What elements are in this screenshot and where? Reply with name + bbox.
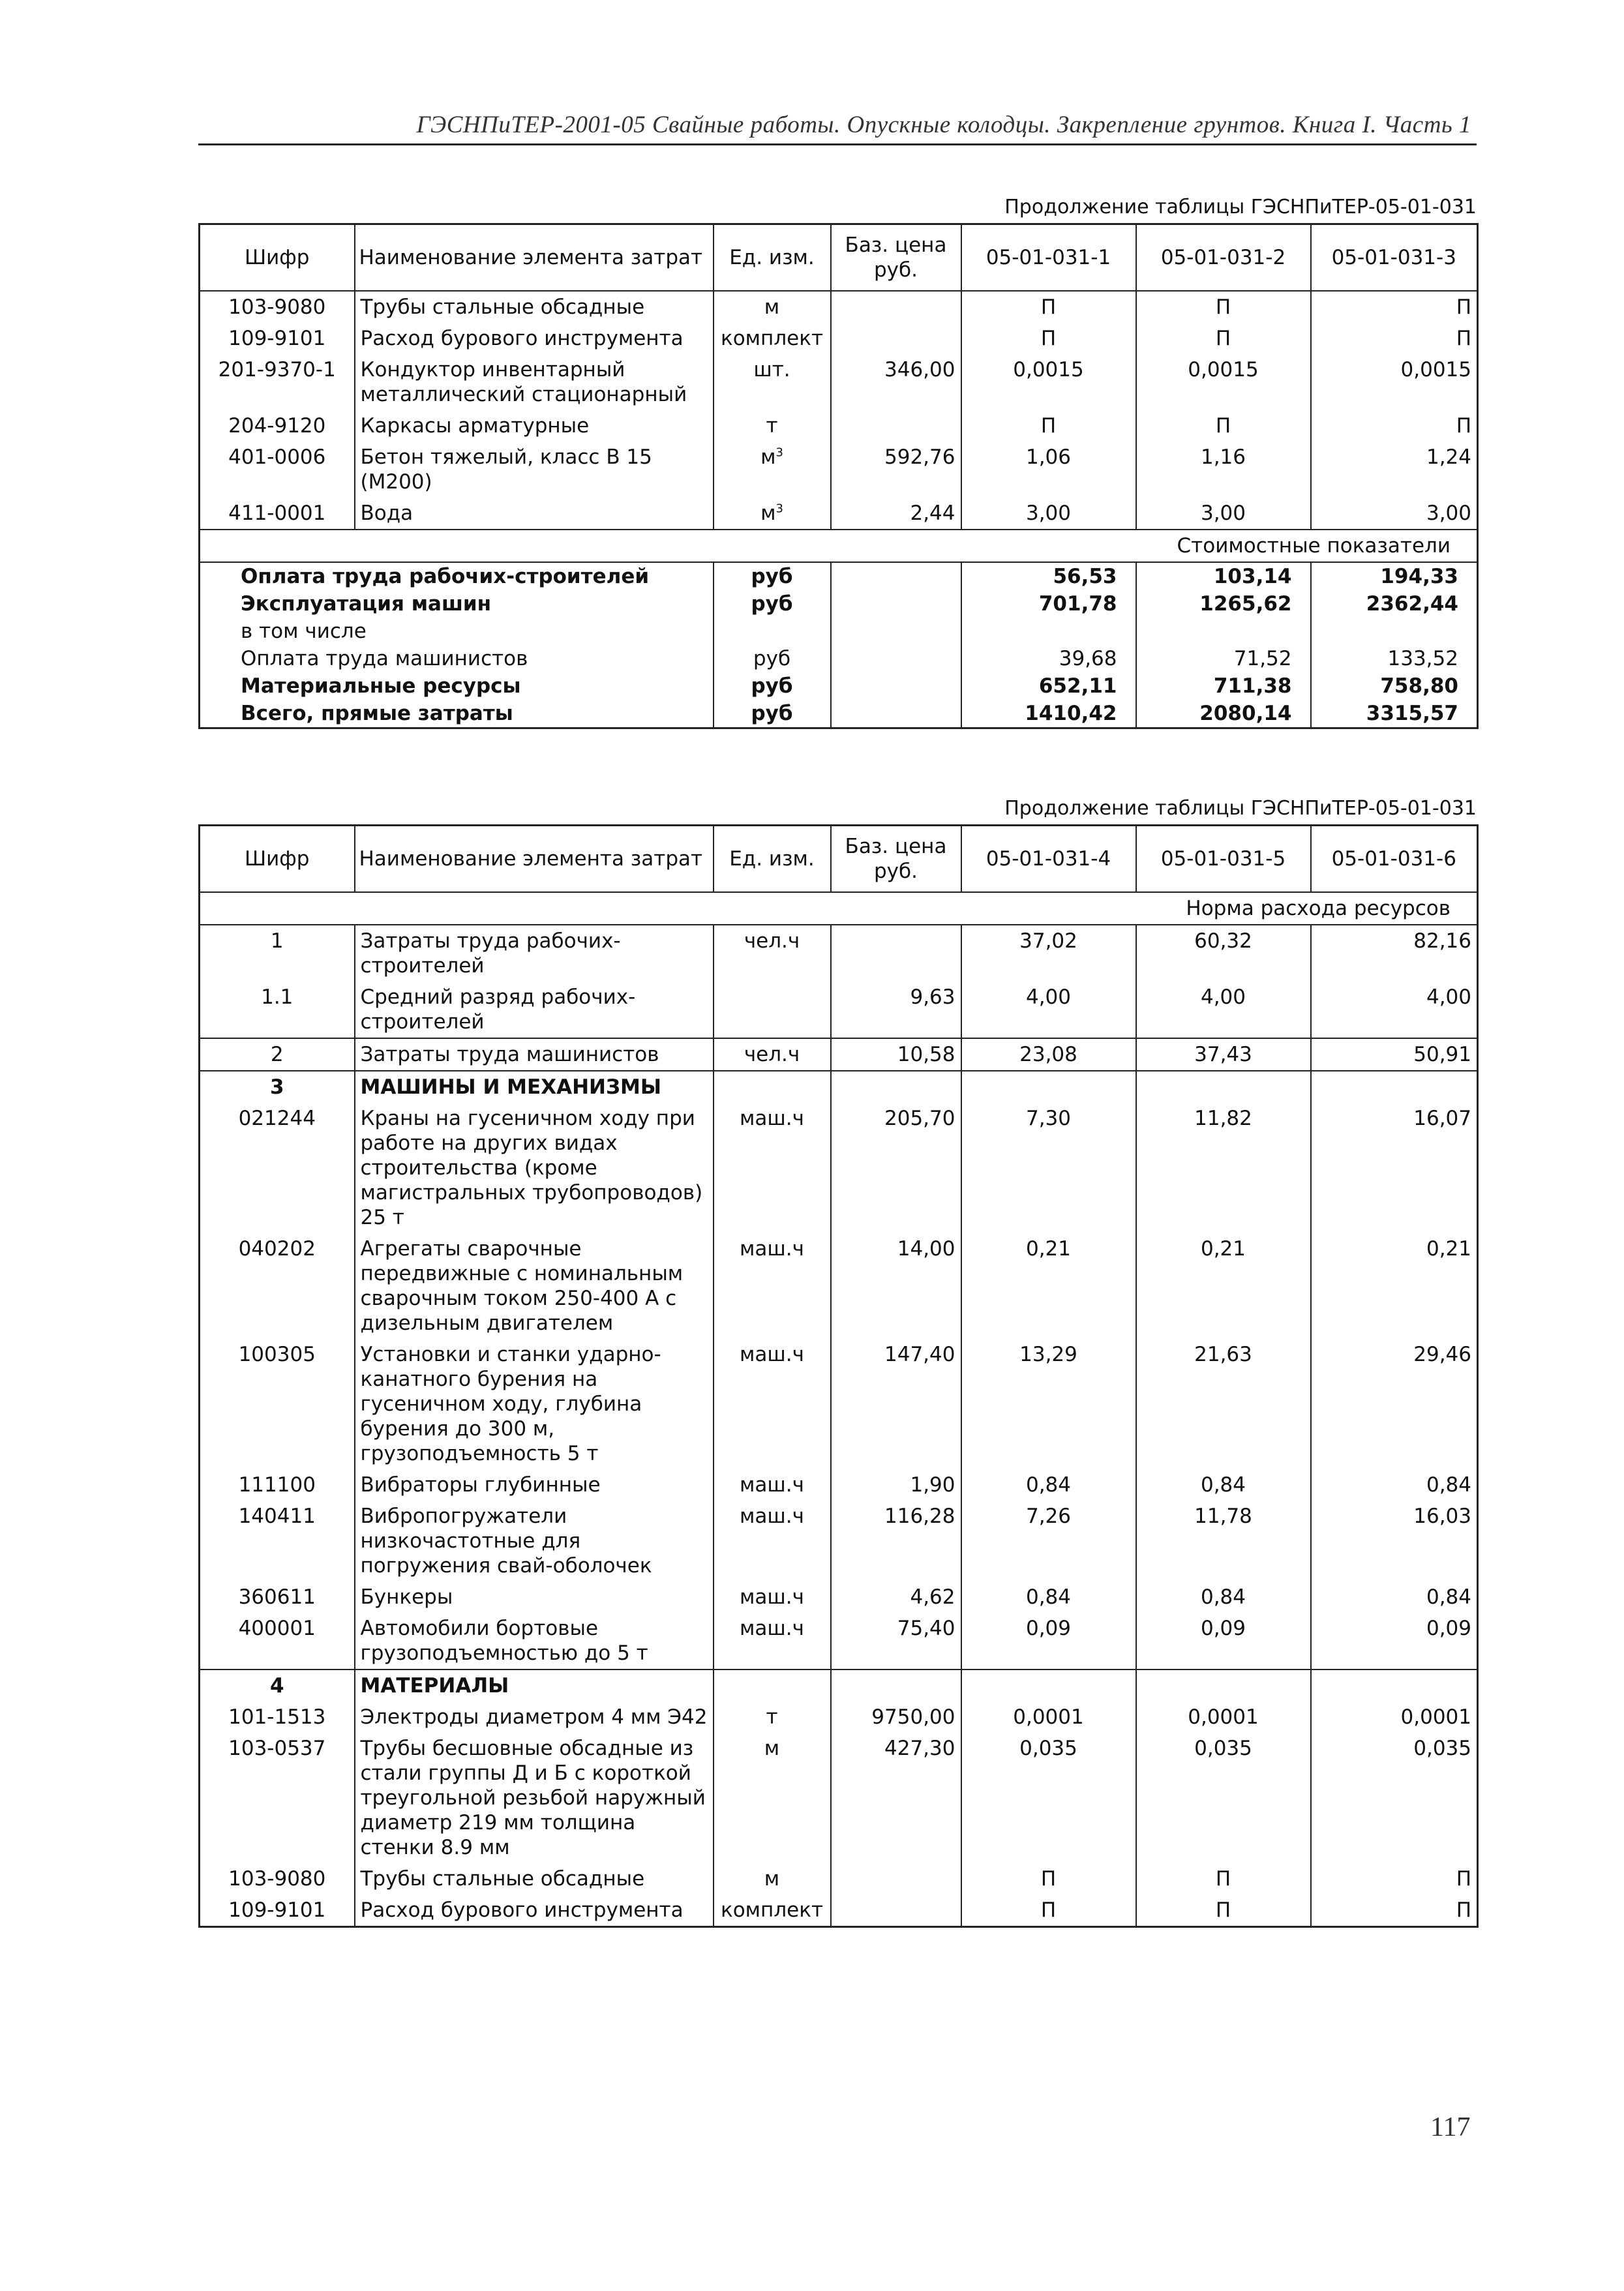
code-cell: 103-9080	[200, 291, 355, 323]
value-cell: П	[1311, 323, 1478, 354]
value-cell: П	[1311, 291, 1478, 323]
value-cell: П	[1136, 323, 1311, 354]
value-cell: П	[1311, 1894, 1478, 1927]
unit-cell: чел.ч	[714, 925, 831, 981]
value-cell: 13,29	[961, 1339, 1136, 1469]
value-cell: 652,11	[961, 672, 1136, 700]
value-cell: П	[961, 1894, 1136, 1927]
section-title: Норма расхода ресурсов	[200, 892, 1478, 925]
code-cell: 140411	[200, 1501, 355, 1581]
value-cell	[1136, 618, 1311, 645]
name-cell: Расход бурового инструмента	[355, 323, 714, 354]
unit-cell: руб	[714, 562, 831, 590]
value-cell: 0,035	[961, 1733, 1136, 1863]
unit-superscript: 3	[775, 445, 783, 460]
unit-cell: м	[714, 291, 831, 323]
name-cell: Установки и станки ударно-канатного бурения на гусеничном ходу, глубина бурения до 300 м, грузоподъемность 5 т	[355, 1339, 714, 1469]
value-cell: П	[961, 323, 1136, 354]
value-cell: 3,00	[961, 498, 1136, 530]
table-row	[200, 410, 1478, 442]
table-row	[200, 1733, 1478, 1863]
cost-name: Эксплуатация машин	[200, 590, 714, 618]
value-cell: 0,84	[1311, 1469, 1478, 1501]
price-cell: 1,90	[831, 1469, 961, 1501]
code-cell: 021244	[200, 1103, 355, 1233]
table-row	[200, 1894, 1478, 1927]
unit-cell: комплект	[714, 1894, 831, 1927]
name-cell: Затраты труда машинистов	[355, 1038, 714, 1071]
unit-cell: маш.ч	[714, 1233, 831, 1339]
th-col-1: 05-01-031-1	[961, 224, 1136, 292]
value-cell: 0,84	[1311, 1581, 1478, 1613]
table-row	[200, 981, 1478, 1038]
th-unit: Ед. изм.	[714, 826, 831, 893]
th-col-4: 05-01-031-4	[961, 826, 1136, 893]
price-cell: 592,76	[831, 442, 961, 498]
cost-name: Материальные ресурсы	[200, 672, 714, 700]
table-row	[200, 354, 1478, 410]
th-code: Шифр	[200, 826, 355, 893]
value-cell: 0,21	[1311, 1233, 1478, 1339]
value-cell: 29,46	[1311, 1339, 1478, 1469]
name-cell: МАТЕРИАЛЫ	[355, 1670, 714, 1701]
resource-table-2	[198, 824, 1479, 1928]
unit-cell: маш.ч	[714, 1103, 831, 1233]
name-cell: Вода	[355, 498, 714, 530]
name-cell: МАШИНЫ И МЕХАНИЗМЫ	[355, 1071, 714, 1103]
price-cell	[831, 1863, 961, 1894]
code-cell: 103-0537	[200, 1733, 355, 1863]
th-col-2: 05-01-031-2	[1136, 224, 1311, 292]
table-row	[200, 925, 1478, 981]
cost-name: Оплата труда рабочих-строителей	[200, 562, 714, 590]
value-cell: 2080,14	[1136, 700, 1311, 728]
th-unit: Ед. изм.	[714, 224, 831, 292]
code-cell: 201-9370-1	[200, 354, 355, 410]
th-code: Шифр	[200, 224, 355, 292]
value-cell: 133,52	[1311, 645, 1478, 672]
table1-caption: Продолжение таблицы ГЭСНПиТЕР-05-01-031	[1004, 196, 1477, 218]
value-cell: 0,035	[1136, 1733, 1311, 1863]
th-col-6: 05-01-031-6	[1311, 826, 1478, 893]
price-cell: 2,44	[831, 498, 961, 530]
value-cell: 4,00	[1311, 981, 1478, 1038]
unit-cell: м	[714, 1863, 831, 1894]
price-cell: 75,40	[831, 1613, 961, 1670]
unit-cell: руб	[714, 672, 831, 700]
name-cell: Затраты труда рабочих-строителей	[355, 925, 714, 981]
code-cell: 4	[200, 1670, 355, 1701]
value-cell: 0,0001	[961, 1701, 1136, 1733]
unit-cell: т	[714, 410, 831, 442]
value-cell: 0,0001	[1136, 1701, 1311, 1733]
value-cell: 56,53	[961, 562, 1136, 590]
price-cell: 147,40	[831, 1339, 961, 1469]
value-cell: 60,32	[1136, 925, 1311, 981]
unit-cell	[714, 1071, 831, 1103]
th-name: Наименование элемента затрат	[355, 224, 714, 292]
value-cell: 3315,57	[1311, 700, 1478, 728]
value-cell: 37,02	[961, 925, 1136, 981]
price-cell	[831, 562, 961, 590]
unit-cell: $м^3$	[714, 498, 831, 530]
unit-cell: руб	[714, 645, 831, 672]
table-row	[200, 1581, 1478, 1613]
value-cell: 23,08	[961, 1038, 1136, 1071]
price-cell	[831, 672, 961, 700]
cost-row	[200, 590, 1478, 618]
value-cell: 2362,44	[1311, 590, 1478, 618]
unit-cell: т	[714, 1701, 831, 1733]
value-cell: 3,00	[1136, 498, 1311, 530]
code-cell: 109-9101	[200, 323, 355, 354]
value-cell: 82,16	[1311, 925, 1478, 981]
value-cell: П	[1136, 1863, 1311, 1894]
table-row	[200, 291, 1478, 323]
value-cell: 0,84	[961, 1469, 1136, 1501]
table2-body	[200, 892, 1478, 1927]
value-cell: 0,0015	[961, 354, 1136, 410]
value-cell: 1,06	[961, 442, 1136, 498]
cost-name: Оплата труда машинистов	[200, 645, 714, 672]
table-row	[200, 1613, 1478, 1670]
price-cell	[831, 590, 961, 618]
name-cell: Трубы бесшовные обсадные из стали группы Д и Б с короткой треугольной резьбой наружный диаметр 219 мм толщина стенки 8.9 мм	[355, 1733, 714, 1863]
name-cell: Вибраторы глубинные	[355, 1469, 714, 1501]
cost-row	[200, 618, 1478, 645]
value-cell: П	[961, 291, 1136, 323]
code-cell: 360611	[200, 1581, 355, 1613]
value-cell: 16,03	[1311, 1501, 1478, 1581]
section-row	[200, 892, 1478, 925]
value-cell: П	[1136, 1894, 1311, 1927]
value-cell: 1,16	[1136, 442, 1311, 498]
unit-cell: маш.ч	[714, 1613, 831, 1670]
unit-cell: комплект	[714, 323, 831, 354]
value-cell: П	[961, 1863, 1136, 1894]
value-cell: П	[1136, 291, 1311, 323]
name-cell: Вибропогружатели низкочастотные для погружения свай-оболочек	[355, 1501, 714, 1581]
price-cell	[831, 1071, 961, 1103]
unit-cell: маш.ч	[714, 1581, 831, 1613]
value-cell: 0,84	[1136, 1581, 1311, 1613]
value-cell: 0,0015	[1136, 354, 1311, 410]
section-title: Стоимостные показатели	[200, 530, 1478, 562]
unit-cell: шт.	[714, 354, 831, 410]
table-row	[200, 1501, 1478, 1581]
unit-cell	[714, 618, 831, 645]
value-cell: П	[1311, 1863, 1478, 1894]
price-cell: 116,28	[831, 1501, 961, 1581]
value-cell: П	[1311, 410, 1478, 442]
code-cell: 401-0006	[200, 442, 355, 498]
value-cell	[961, 618, 1136, 645]
code-cell: 2	[200, 1038, 355, 1071]
price-cell	[831, 700, 961, 728]
code-cell: 109-9101	[200, 1894, 355, 1927]
value-cell: 1,24	[1311, 442, 1478, 498]
code-cell: 040202	[200, 1233, 355, 1339]
value-cell: 7,26	[961, 1501, 1136, 1581]
code-cell: 100305	[200, 1339, 355, 1469]
price-cell	[831, 645, 961, 672]
cost-row	[200, 562, 1478, 590]
name-cell: Кондуктор инвентарный металлический стационарный	[355, 354, 714, 410]
price-cell: 9750,00	[831, 1701, 961, 1733]
value-cell: 37,43	[1136, 1038, 1311, 1071]
value-cell: 4,00	[961, 981, 1136, 1038]
price-cell: 427,30	[831, 1733, 961, 1863]
table-row	[200, 1233, 1478, 1339]
value-cell: 4,00	[1136, 981, 1311, 1038]
price-cell: 205,70	[831, 1103, 961, 1233]
cost-row	[200, 700, 1478, 728]
name-cell: Трубы стальные обсадные	[355, 291, 714, 323]
value-cell: 21,63	[1136, 1339, 1311, 1469]
price-cell: 9,63	[831, 981, 961, 1038]
value-cell: 71,52	[1136, 645, 1311, 672]
cost-row	[200, 645, 1478, 672]
table1-header-row	[200, 224, 1478, 292]
code-cell: 111100	[200, 1469, 355, 1501]
name-cell: Бункеры	[355, 1581, 714, 1613]
unit-cell: руб	[714, 700, 831, 728]
price-cell: 346,00	[831, 354, 961, 410]
value-cell: 758,80	[1311, 672, 1478, 700]
value-cell: 39,68	[961, 645, 1136, 672]
value-cell: 3,00	[1311, 498, 1478, 530]
table-row	[200, 442, 1478, 498]
value-cell	[961, 1071, 1136, 1103]
value-cell: 0,84	[961, 1581, 1136, 1613]
value-cell: 0,21	[961, 1233, 1136, 1339]
cost-name: в том числе	[200, 618, 714, 645]
unit-cell: руб	[714, 590, 831, 618]
value-cell: 1265,62	[1136, 590, 1311, 618]
name-cell: Агрегаты сварочные передвижные с номинальным сварочным током 250-400 А с дизельным двигателем	[355, 1233, 714, 1339]
code-cell: 204-9120	[200, 410, 355, 442]
unit-cell: м	[714, 1733, 831, 1863]
cost-row	[200, 672, 1478, 700]
value-cell: 50,91	[1311, 1038, 1478, 1071]
value-cell: 701,78	[961, 590, 1136, 618]
page-number: 117	[1430, 2112, 1471, 2142]
price-cell	[831, 1670, 961, 1701]
value-cell	[1311, 618, 1478, 645]
table-row	[200, 1670, 1478, 1701]
th-name: Наименование элемента затрат	[355, 826, 714, 893]
price-cell	[831, 925, 961, 981]
price-cell	[831, 323, 961, 354]
value-cell: 7,30	[961, 1103, 1136, 1233]
table-row	[200, 1469, 1478, 1501]
unit-cell: маш.ч	[714, 1501, 831, 1581]
price-cell: 14,00	[831, 1233, 961, 1339]
unit-cell	[714, 981, 831, 1038]
code-cell: 3	[200, 1071, 355, 1103]
value-cell: 11,78	[1136, 1501, 1311, 1581]
page-header	[198, 111, 1477, 145]
unit-cell: чел.ч	[714, 1038, 831, 1071]
th-col-5: 05-01-031-5	[1136, 826, 1311, 893]
name-cell: Электроды диаметром 4 мм Э42	[355, 1701, 714, 1733]
th-col-3: 05-01-031-3	[1311, 224, 1478, 292]
price-cell	[831, 291, 961, 323]
price-cell: 10,58	[831, 1038, 961, 1071]
table-row	[200, 1103, 1478, 1233]
table-row	[200, 1071, 1478, 1103]
value-cell: 0,21	[1136, 1233, 1311, 1339]
unit-cell: $м^3$	[714, 442, 831, 498]
value-cell	[1136, 1670, 1311, 1701]
value-cell: 1410,42	[961, 700, 1136, 728]
table1-body	[200, 291, 1478, 728]
value-cell: П	[961, 410, 1136, 442]
value-cell: 0,09	[1311, 1613, 1478, 1670]
name-cell: Бетон тяжелый, класс В 15 (М200)	[355, 442, 714, 498]
resource-table-1	[198, 223, 1479, 729]
table-row	[200, 1339, 1478, 1469]
header-title: ГЭСНПиТЕР-2001-05 Свайные работы. Опускные колодцы. Закрепление грунтов. Книга I. Часть 1	[416, 112, 1471, 138]
code-cell: 1.1	[200, 981, 355, 1038]
name-cell: Средний разряд рабочих-строителей	[355, 981, 714, 1038]
code-cell: 400001	[200, 1613, 355, 1670]
price-cell	[831, 618, 961, 645]
price-cell	[831, 1894, 961, 1927]
table-row	[200, 1863, 1478, 1894]
value-cell: 711,38	[1136, 672, 1311, 700]
cost-name: Всего, прямые затраты	[200, 700, 714, 728]
unit-superscript: 3	[775, 502, 783, 516]
name-cell: Краны на гусеничном ходу при работе на других видах строительства (кроме магистральных трубопроводов) 25 т	[355, 1103, 714, 1233]
name-cell: Расход бурового инструмента	[355, 1894, 714, 1927]
unit-cell: маш.ч	[714, 1469, 831, 1501]
value-cell	[1311, 1071, 1478, 1103]
unit-cell	[714, 1670, 831, 1701]
table-row	[200, 323, 1478, 354]
code-cell: 411-0001	[200, 498, 355, 530]
value-cell	[1136, 1071, 1311, 1103]
table-row	[200, 498, 1478, 530]
value-cell: 0,0015	[1311, 354, 1478, 410]
value-cell: 0,09	[961, 1613, 1136, 1670]
section-row	[200, 530, 1478, 562]
value-cell: 11,82	[1136, 1103, 1311, 1233]
value-cell: 0,09	[1136, 1613, 1311, 1670]
value-cell	[961, 1670, 1136, 1701]
value-cell	[1311, 1670, 1478, 1701]
value-cell: 0,035	[1311, 1733, 1478, 1863]
value-cell: 0,84	[1136, 1469, 1311, 1501]
code-cell: 103-9080	[200, 1863, 355, 1894]
unit-cell: маш.ч	[714, 1339, 831, 1469]
name-cell: Трубы стальные обсадные	[355, 1863, 714, 1894]
th-price: Баз. цена руб.	[831, 224, 961, 292]
code-cell: 101-1513	[200, 1701, 355, 1733]
price-cell	[831, 410, 961, 442]
table2-caption: Продолжение таблицы ГЭСНПиТЕР-05-01-031	[1004, 797, 1477, 820]
value-cell: П	[1136, 410, 1311, 442]
th-price: Баз. цена руб.	[831, 826, 961, 893]
table2-header-row	[200, 826, 1478, 893]
price-cell: 4,62	[831, 1581, 961, 1613]
table-row	[200, 1038, 1478, 1071]
value-cell: 103,14	[1136, 562, 1311, 590]
code-cell: 1	[200, 925, 355, 981]
value-cell: 16,07	[1311, 1103, 1478, 1233]
table-row	[200, 1701, 1478, 1733]
value-cell: 0,0001	[1311, 1701, 1478, 1733]
name-cell: Каркасы арматурные	[355, 410, 714, 442]
value-cell: 194,33	[1311, 562, 1478, 590]
name-cell: Автомобили бортовые грузоподъемностью до 5 т	[355, 1613, 714, 1670]
